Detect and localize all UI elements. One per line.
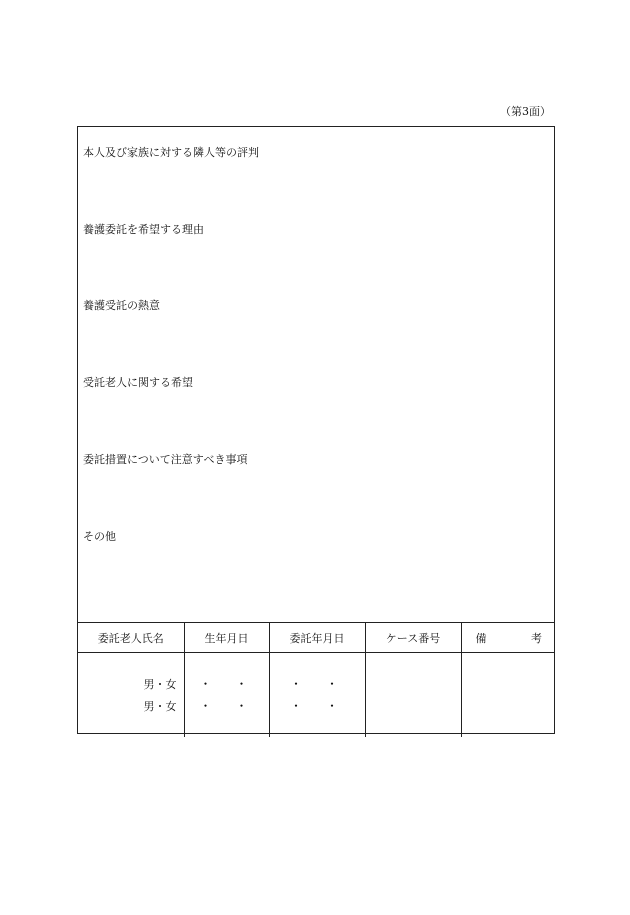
form-frame — [77, 126, 555, 734]
page-number-label: （第3面） — [500, 105, 551, 118]
section-wishes-label: 受託老人に関する希望 — [83, 376, 193, 389]
section-other-label: その他 — [83, 530, 116, 543]
case-number-cell[interactable] — [365, 653, 461, 738]
gender-option-1: 男・女 — [143, 678, 177, 691]
birthdate-cell[interactable] — [184, 653, 269, 738]
birthdate-dots-1: ・ ・ — [199, 677, 254, 691]
table-row — [78, 653, 554, 738]
entrust-date-dots-1: ・ ・ — [289, 677, 344, 691]
section-enthusiasm-label: 養護受託の熱意 — [83, 299, 160, 312]
table-header-row — [78, 623, 554, 653]
header-remarks-char-1: 備 — [475, 631, 487, 645]
gender-option-2: 男・女 — [143, 700, 177, 713]
header-birthdate: 生年月日 — [184, 623, 269, 653]
entrust-date-dots-2: ・ ・ — [289, 699, 344, 713]
header-name: 委託老人氏名 — [78, 623, 184, 653]
birthdate-dots-2: ・ ・ — [199, 699, 254, 713]
remarks-cell[interactable] — [461, 653, 554, 738]
header-entrust-date: 委託年月日 — [269, 623, 365, 653]
name-cell[interactable] — [78, 653, 184, 738]
section-reason-label: 養護委託を希望する理由 — [83, 223, 204, 236]
header-remarks-char-2: 考 — [531, 631, 542, 645]
header-case-number: ケース番号 — [365, 623, 461, 653]
header-remarks — [461, 623, 554, 653]
entrust-date-cell[interactable] — [269, 653, 365, 738]
entrustment-table — [78, 622, 554, 737]
section-notes-label: 委託措置について注意すべき事項 — [83, 453, 248, 466]
section-reputation-label: 本人及び家族に対する隣人等の評判 — [83, 146, 259, 159]
